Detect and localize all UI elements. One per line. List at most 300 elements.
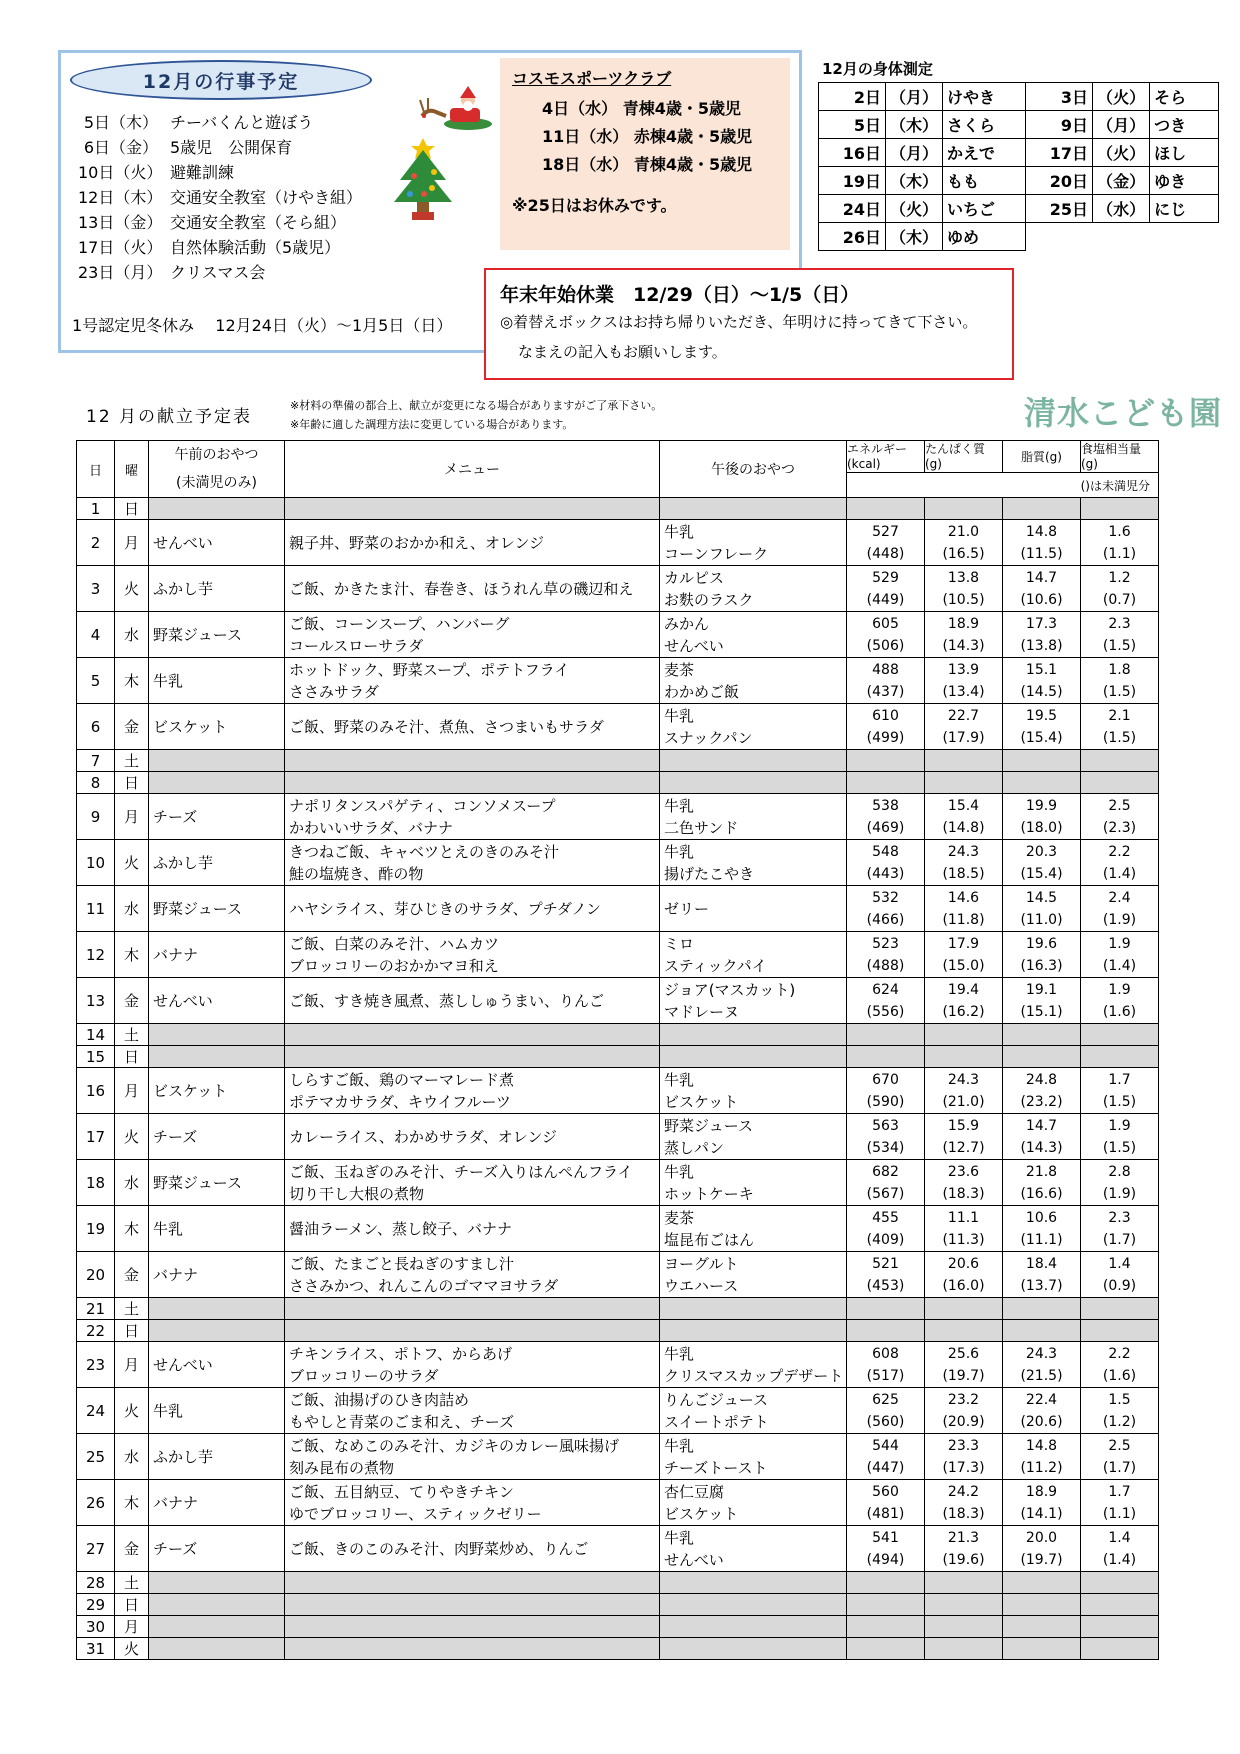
value-main: 1.4 <box>1108 1529 1131 1546</box>
menu-line: もやしと青菜のごま和え、チーズ <box>289 1412 515 1431</box>
menu-line: 親子丼、野菜のおかか和え、オレンジ <box>289 533 545 552</box>
menu-line: しらすご飯、鶏のマーマレード煮 <box>289 1070 515 1089</box>
value-main: 19.6 <box>1025 935 1058 952</box>
weekday-cell: 土 <box>115 1298 149 1320</box>
value-sub: (1.6) <box>1102 1367 1137 1384</box>
empty-cell <box>285 1594 660 1616</box>
value-sub: (11.0) <box>1020 911 1063 928</box>
day-cell: 14 <box>77 1024 115 1046</box>
value-sub: (506) <box>866 637 905 654</box>
pm-snack-cell <box>660 658 847 704</box>
table-row <box>77 1298 1159 1320</box>
pm-snack-line: ゼリー <box>664 899 710 918</box>
measure-weekday-text: 月 <box>1113 116 1130 135</box>
measure-date: 16日 <box>819 139 886 167</box>
fat-cell <box>1003 612 1081 658</box>
value-main: 23.6 <box>947 1163 980 1180</box>
menu-line: ご飯、白菜のみそ汁、ハムカツ <box>289 934 500 953</box>
measure-date: 17日 <box>1026 139 1093 167</box>
am-snack-cell: バナナ <box>149 1480 285 1526</box>
table-row <box>77 1388 1159 1434</box>
protein-cell <box>925 1252 1003 1298</box>
value-main: 605 <box>872 615 899 632</box>
salt-cell <box>1081 1252 1159 1298</box>
empty-cell <box>1003 1046 1081 1068</box>
value-main: 488 <box>872 661 899 678</box>
weekday-cell: 土 <box>115 1572 149 1594</box>
table-row <box>77 1114 1159 1160</box>
energy-cell <box>847 704 925 750</box>
day-cell: 27 <box>77 1526 115 1572</box>
empty-cell <box>1003 1572 1081 1594</box>
menu-cell <box>285 520 660 566</box>
events-list <box>78 110 362 285</box>
value-sub: (14.1) <box>1020 1505 1063 1522</box>
event-date: 13日（金） <box>78 213 163 232</box>
measure-class: さくら <box>943 111 1026 139</box>
salt-cell <box>1081 658 1159 704</box>
table-row <box>77 1526 1159 1572</box>
measure-weekday: （木） <box>886 167 943 195</box>
pm-snack-line: カルピス <box>664 568 725 587</box>
pm-snack-cell <box>660 1206 847 1252</box>
empty-cell <box>285 1024 660 1046</box>
value-main: 19.9 <box>1025 797 1058 814</box>
empty-cell <box>149 1638 285 1660</box>
event-text: 交通安全教室（そら組） <box>170 213 347 232</box>
events-title: 12月の行事予定 <box>70 60 372 100</box>
cosmos-sports-panel <box>500 58 790 250</box>
winter-break-note: 1号認定児冬休み 12月24日（火）～1月5日（日） <box>72 316 453 335</box>
pm-snack-cell <box>660 1252 847 1298</box>
menu-cell <box>285 1160 660 1206</box>
weekday-cell: 金 <box>115 1526 149 1572</box>
menu-line: ご飯、玉ねぎのみそ汁、チーズ入りはんぺんフライ <box>289 1162 633 1181</box>
header-menu: メニュー <box>285 441 660 498</box>
measure-class: ゆめ <box>943 223 1026 251</box>
menu-cell <box>285 1526 660 1572</box>
am-snack-cell: ふかし芋 <box>149 1434 285 1480</box>
value-sub: (590) <box>866 1093 905 1110</box>
empty-cell <box>1081 1594 1159 1616</box>
value-sub: (443) <box>866 865 905 882</box>
value-main: 2.5 <box>1108 797 1131 814</box>
protein-cell <box>925 704 1003 750</box>
event-item <box>78 185 362 210</box>
salt-cell <box>1081 1160 1159 1206</box>
weekday-cell: 月 <box>115 1616 149 1638</box>
pm-snack-cell <box>660 978 847 1024</box>
value-sub: (560) <box>866 1413 905 1430</box>
event-item <box>78 210 362 235</box>
body-measure-row <box>819 139 1219 167</box>
day-cell: 4 <box>77 612 115 658</box>
energy-cell <box>847 1068 925 1114</box>
fat-cell <box>1003 1526 1081 1572</box>
table-row <box>77 1252 1159 1298</box>
measure-date <box>1026 223 1093 251</box>
header-protein <box>925 441 1003 473</box>
value-main: 527 <box>872 523 899 540</box>
value-main: 14.8 <box>1025 1437 1058 1454</box>
empty-cell <box>660 772 847 794</box>
value-sub: (0.7) <box>1102 591 1137 608</box>
pm-snack-line: わかめご飯 <box>664 682 740 701</box>
value-main: 15.1 <box>1025 661 1058 678</box>
value-main: 2.5 <box>1108 1437 1131 1454</box>
value-main: 18.4 <box>1025 1255 1058 1272</box>
measure-weekday-text: 火 <box>1113 144 1130 163</box>
value-sub: (20.6) <box>1020 1413 1063 1430</box>
empty-cell <box>1081 498 1159 520</box>
measure-weekday <box>1093 223 1150 251</box>
menu-line: ご飯、きのこのみそ汁、肉野菜炒め、りんご <box>289 1539 589 1558</box>
protein-cell <box>925 932 1003 978</box>
pm-snack-line: スナックパン <box>664 728 753 747</box>
measure-weekday: （金） <box>1093 167 1150 195</box>
body-measure-row <box>819 223 1219 251</box>
weekday-cell: 木 <box>115 1480 149 1526</box>
pm-snack-cell <box>660 1068 847 1114</box>
pm-snack-line: ビスケット <box>664 1504 739 1523</box>
pm-snack-line: 二色サンド <box>664 818 739 837</box>
protein-cell <box>925 1206 1003 1252</box>
pm-snack-line: マドレーヌ <box>664 1002 740 1021</box>
value-main: 523 <box>872 935 899 952</box>
value-sub: (1.5) <box>1102 1139 1137 1156</box>
value-sub: (1.4) <box>1102 865 1137 882</box>
pm-snack-line: 牛乳 <box>664 1070 695 1089</box>
energy-cell <box>847 1480 925 1526</box>
event-text: 避難訓練 <box>170 163 235 182</box>
value-main: 2.2 <box>1108 843 1131 860</box>
value-sub: (11.5) <box>1020 545 1063 562</box>
value-main: 15.4 <box>947 797 980 814</box>
value-main: 14.6 <box>947 889 980 906</box>
menu-line: ご飯、油揚げのひき肉詰め <box>289 1390 470 1409</box>
day-cell: 30 <box>77 1616 115 1638</box>
salt-cell <box>1081 1480 1159 1526</box>
measure-date: 20日 <box>1026 167 1093 195</box>
pm-snack-cell <box>660 1434 847 1480</box>
weekday-cell: 火 <box>115 840 149 886</box>
am-snack-cell: せんべい <box>149 978 285 1024</box>
menu-line: ささみかつ、れんこんのゴママヨサラダ <box>289 1276 559 1295</box>
value-sub: (517) <box>866 1367 905 1384</box>
value-main: 560 <box>872 1483 899 1500</box>
fat-cell <box>1003 794 1081 840</box>
pm-snack-cell <box>660 840 847 886</box>
measure-weekday: （月） <box>1093 111 1150 139</box>
day-cell: 6 <box>77 704 115 750</box>
measure-date: 26日 <box>819 223 886 251</box>
empty-cell <box>1003 1616 1081 1638</box>
table-row <box>77 1206 1159 1252</box>
table-row <box>77 1480 1159 1526</box>
empty-cell <box>285 1572 660 1594</box>
value-sub: (15.4) <box>1020 729 1063 746</box>
empty-cell <box>149 498 285 520</box>
value-main: 22.4 <box>1025 1391 1058 1408</box>
am-snack-cell: ふかし芋 <box>149 566 285 612</box>
weekday-cell: 日 <box>115 498 149 520</box>
table-row <box>77 1320 1159 1342</box>
empty-cell <box>925 498 1003 520</box>
protein-cell <box>925 1434 1003 1480</box>
salt-cell <box>1081 1388 1159 1434</box>
menu-table <box>76 440 1159 1660</box>
value-sub: (18.3) <box>942 1505 985 1522</box>
menu-cell <box>285 1206 660 1252</box>
empty-cell <box>847 1320 925 1342</box>
protein-cell <box>925 886 1003 932</box>
weekday-cell: 木 <box>115 658 149 704</box>
value-main: 13.9 <box>947 661 980 678</box>
am-snack-cell: 野菜ジュース <box>149 612 285 658</box>
weekday-cell: 水 <box>115 886 149 932</box>
measure-date: 3日 <box>1026 83 1093 111</box>
value-main: 21.3 <box>947 1529 980 1546</box>
table-row <box>77 704 1159 750</box>
empty-cell <box>847 750 925 772</box>
salt-cell <box>1081 794 1159 840</box>
pm-snack-line: コーンフレーク <box>664 544 769 563</box>
weekday-cell: 火 <box>115 1638 149 1660</box>
measure-date: 24日 <box>819 195 886 223</box>
fat-cell <box>1003 932 1081 978</box>
salt-cell <box>1081 978 1159 1024</box>
value-sub: (466) <box>866 911 905 928</box>
value-main: 21.8 <box>1025 1163 1058 1180</box>
empty-cell <box>925 1616 1003 1638</box>
empty-cell <box>925 1298 1003 1320</box>
menu-line: ナポリタンスパゲティ、コンソメスープ <box>289 796 556 815</box>
day-cell: 31 <box>77 1638 115 1660</box>
menu-cell <box>285 1252 660 1298</box>
holiday-line: ◎着替えボックスはお持ち帰りいただき、年明けに持ってきて下さい。 <box>500 313 978 331</box>
menu-cell <box>285 566 660 612</box>
event-date: 6日（金） <box>83 138 158 157</box>
am-snack-cell: 牛乳 <box>149 1388 285 1434</box>
fat-cell <box>1003 566 1081 612</box>
empty-cell <box>660 1638 847 1660</box>
value-main: 2.2 <box>1108 1345 1131 1362</box>
value-sub: (499) <box>866 729 905 746</box>
measure-class: つき <box>1150 111 1219 139</box>
value-sub: (437) <box>866 683 905 700</box>
table-row <box>77 498 1159 520</box>
protein-cell <box>925 1526 1003 1572</box>
value-main: 1.7 <box>1108 1483 1131 1500</box>
value-main: 14.8 <box>1025 523 1058 540</box>
value-main: 13.8 <box>947 569 980 586</box>
cosmos-title: コスモスポーツクラブ <box>512 69 672 88</box>
body-measure-row <box>819 195 1219 223</box>
pm-snack-cell <box>660 704 847 750</box>
value-sub: (10.5) <box>942 591 985 608</box>
menu-line: ご飯、なめこのみそ汁、カジキのカレー風味揚げ <box>289 1436 620 1455</box>
empty-cell <box>1081 1046 1159 1068</box>
menu-line: ご飯、野菜のみそ汁、煮魚、さつまいもサラダ <box>289 717 604 736</box>
protein-cell <box>925 1342 1003 1388</box>
day-cell: 3 <box>77 566 115 612</box>
value-sub: (20.9) <box>942 1413 985 1430</box>
fat-cell <box>1003 1480 1081 1526</box>
empty-cell <box>925 750 1003 772</box>
value-sub: (16.5) <box>942 545 985 562</box>
value-sub: (18.5) <box>942 865 985 882</box>
value-main: 1.2 <box>1108 569 1131 586</box>
value-main: 538 <box>872 797 899 814</box>
event-item <box>78 260 362 285</box>
value-main: 14.5 <box>1025 889 1058 906</box>
day-cell: 7 <box>77 750 115 772</box>
value-main: 544 <box>872 1437 899 1454</box>
value-sub: (14.8) <box>942 819 985 836</box>
header-protein-label: たんぱく質 <box>925 441 986 456</box>
value-sub: (11.8) <box>942 911 985 928</box>
pm-snack-line: 牛乳 <box>664 842 695 861</box>
pm-snack-cell <box>660 1114 847 1160</box>
menu-line: かわいいサラダ、バナナ <box>289 818 453 837</box>
pm-snack-line: ホットケーキ <box>664 1184 754 1203</box>
table-row <box>77 612 1159 658</box>
salt-cell <box>1081 840 1159 886</box>
event-date: 12日（木） <box>78 188 163 207</box>
day-cell: 21 <box>77 1298 115 1320</box>
value-sub: (18.0) <box>1020 819 1063 836</box>
pm-snack-cell <box>660 1160 847 1206</box>
protein-cell <box>925 840 1003 886</box>
value-sub: (23.2) <box>1020 1093 1063 1110</box>
weekday-cell: 火 <box>115 566 149 612</box>
empty-cell <box>149 750 285 772</box>
energy-cell <box>847 794 925 840</box>
menu-cell <box>285 704 660 750</box>
salt-cell <box>1081 1206 1159 1252</box>
menu-line: ポテマカサラダ、キウイフルーツ <box>289 1092 511 1111</box>
measure-class <box>1150 223 1219 251</box>
weekday-cell: 金 <box>115 704 149 750</box>
empty-cell <box>925 1638 1003 1660</box>
header-energy-label: エネルギー <box>847 441 908 456</box>
menu-line: ブロッコリーのサラダ <box>289 1366 439 1385</box>
empty-cell <box>1003 1320 1081 1342</box>
menu-line: ご飯、たまごと長ねぎのすまし汁 <box>289 1254 515 1273</box>
measure-weekday-text: 金 <box>1113 172 1130 191</box>
weekday-cell: 月 <box>115 520 149 566</box>
event-text: クリスマス会 <box>170 263 266 282</box>
value-main: 20.6 <box>947 1255 980 1272</box>
value-sub: (13.7) <box>1020 1277 1063 1294</box>
header-note: ()は未満児分 <box>847 473 1159 498</box>
measure-class: もも <box>943 167 1026 195</box>
table-row <box>77 520 1159 566</box>
salt-cell <box>1081 1068 1159 1114</box>
fat-cell <box>1003 978 1081 1024</box>
protein-cell <box>925 1480 1003 1526</box>
value-sub: (556) <box>866 1003 905 1020</box>
measure-weekday: （木） <box>886 223 943 251</box>
value-sub: (494) <box>866 1551 905 1568</box>
value-main: 521 <box>872 1255 899 1272</box>
energy-cell <box>847 1342 925 1388</box>
value-sub: (1.1) <box>1102 1505 1137 1522</box>
empty-cell <box>1081 1572 1159 1594</box>
energy-cell <box>847 840 925 886</box>
value-sub: (14.3) <box>942 637 985 654</box>
pm-snack-line: りんごジュース <box>664 1390 768 1409</box>
value-sub: (19.6) <box>942 1551 985 1568</box>
empty-cell <box>925 1572 1003 1594</box>
pm-snack-line: ヨーグルト <box>664 1254 739 1273</box>
pm-snack-line: クリスマスカップデザート <box>664 1366 844 1385</box>
header-salt-unit: (g) <box>1081 456 1098 471</box>
value-sub: (1.5) <box>1102 683 1137 700</box>
menu-line: ブロッコリーのおかかマヨ和え <box>289 956 499 975</box>
salt-cell <box>1081 886 1159 932</box>
header-pm-snack: 午後のおやつ <box>660 441 847 498</box>
menu-cell <box>285 658 660 704</box>
value-main: 19.4 <box>947 981 980 998</box>
day-cell: 12 <box>77 932 115 978</box>
protein-cell <box>925 1388 1003 1434</box>
value-sub: (10.6) <box>1020 591 1063 608</box>
empty-cell <box>1081 1638 1159 1660</box>
day-cell: 16 <box>77 1068 115 1114</box>
menu-line: 切り干し大根の煮物 <box>289 1184 425 1203</box>
pm-snack-cell <box>660 1388 847 1434</box>
protein-cell <box>925 794 1003 840</box>
empty-cell <box>285 498 660 520</box>
empty-cell <box>1081 1320 1159 1342</box>
day-cell: 2 <box>77 520 115 566</box>
empty-cell <box>149 1046 285 1068</box>
fat-cell <box>1003 1114 1081 1160</box>
body-measure-row <box>819 83 1219 111</box>
value-main: 22.7 <box>947 707 980 724</box>
am-snack-cell: チーズ <box>149 1526 285 1572</box>
day-cell: 19 <box>77 1206 115 1252</box>
energy-cell <box>847 1252 925 1298</box>
empty-cell <box>1003 750 1081 772</box>
measure-weekday-text: 月 <box>906 88 923 107</box>
menu-line: ご飯、コーンスープ、ハンバーグ <box>289 614 510 633</box>
event-date: 23日（月） <box>78 263 163 282</box>
energy-cell <box>847 658 925 704</box>
pm-snack-line: ウエハース <box>664 1276 739 1295</box>
energy-cell <box>847 1160 925 1206</box>
energy-cell <box>847 1388 925 1434</box>
value-main: 14.7 <box>1025 569 1058 586</box>
measure-class: にじ <box>1150 195 1219 223</box>
am-snack-cell: ふかし芋 <box>149 840 285 886</box>
menu-line: ご飯、すき焼き風煮、蒸ししゅうまい、りんご <box>289 991 605 1010</box>
value-sub: (567) <box>866 1185 905 1202</box>
value-sub: (15.0) <box>942 957 985 974</box>
event-date: 10日（火） <box>78 163 163 182</box>
energy-cell <box>847 612 925 658</box>
weekday-cell: 月 <box>115 794 149 840</box>
body-measure-table <box>818 82 1219 251</box>
pm-snack-line: ビスケット <box>664 1092 739 1111</box>
measure-weekday: （水） <box>1093 195 1150 223</box>
cosmos-item: 4日（水） 青棟4歳・5歳児 <box>542 99 741 118</box>
value-main: 625 <box>872 1391 899 1408</box>
pm-snack-line: 牛乳 <box>664 1528 695 1547</box>
menu-cell <box>285 886 660 932</box>
empty-cell <box>660 498 847 520</box>
